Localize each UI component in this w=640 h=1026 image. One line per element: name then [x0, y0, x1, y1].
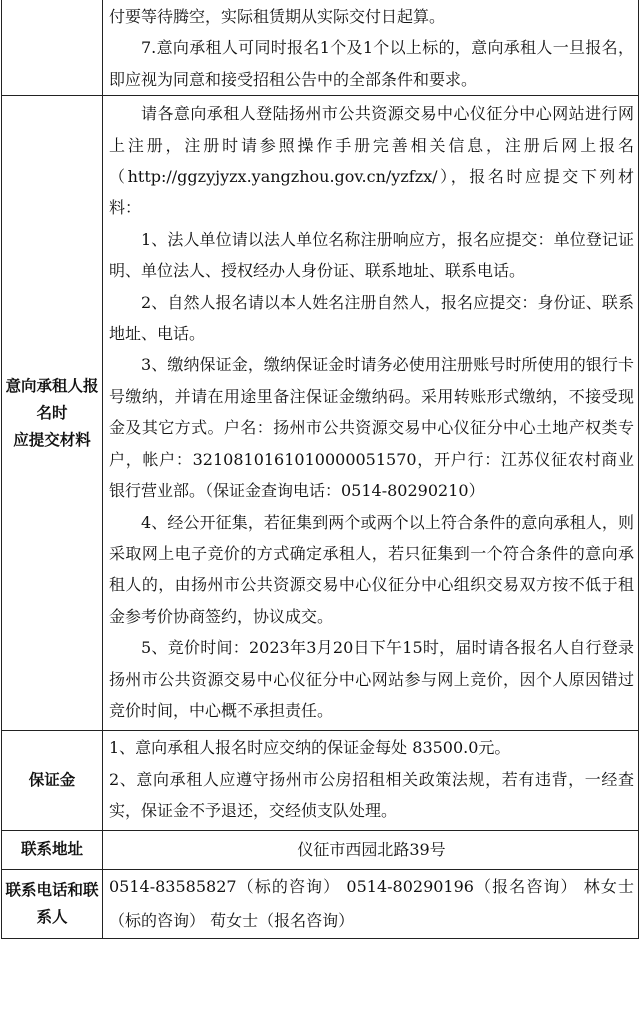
materials-content — [103, 96, 639, 731]
text-line: 付要等待腾空，实际租赁期从实际交付日起算。 — [109, 7, 446, 26]
paragraph: 5、竞价时间：2023年3月20日下午15时，届时请各报名人自行登录扬州市公共资源交易中心仪征分中心网站参与网上竞价，因个人原因错过竞价时间，中心概不承担责任。 — [109, 638, 634, 720]
deposit-content — [103, 731, 639, 830]
table-row — [2, 731, 639, 830]
row-content — [103, 0, 639, 96]
address-value: 仪征市西园北路39号 — [297, 839, 446, 859]
address-label: 联系地址 — [2, 830, 103, 869]
address-content — [103, 830, 639, 869]
text-line: 7.意向承租人可同时报名1个及1个以上标的，意向承租人一旦报名，即应视为同意和接受招租公告中的全部条件和要求。 — [109, 38, 634, 89]
label-line: 系人 — [36, 907, 68, 926]
label-line: 联系电话和联 — [5, 880, 99, 899]
paragraph: 1、意向承租人报名时应交纳的保证金每处 83500.0元。 — [109, 738, 511, 758]
contact-content — [103, 869, 639, 938]
contact-value: 0514-83585827（标的咨询） 0514-80290196（报名咨询） 林女士（标的咨询） 荀女士（报名咨询） — [109, 876, 634, 930]
label-line: 应提交材料 — [13, 430, 91, 449]
paragraph: 4、经公开征集，若征集到两个或两个以上符合条件的意向承租人，则采取网上电子竞价的方式确定承租人，若只征集到一个符合条件的意向承租人的，由扬州市公共资源交易中心仪征分中心组织交易双方按不低于租金参考价协商签约，协议成交。 — [109, 512, 634, 626]
table-row — [2, 0, 639, 96]
contact-label — [2, 869, 103, 938]
paragraph: 2、自然人报名请以本人姓名注册自然人，报名应提交：身份证、联系地址、电话。 — [109, 292, 634, 344]
table-row — [2, 869, 639, 938]
info-table — [1, 0, 639, 939]
label-line: 意向承租人报 — [5, 376, 99, 395]
paragraph: 请各意向承租人登陆扬州市公共资源交易中心仪征分中心网站进行网上注册，注册时请参照操作手册完善相关信息，注册后网上报名（http://ggzyjyzx.yangzhou.gov.cn/yzfzx/），报名时应提交下列材料： — [109, 104, 634, 218]
table-row — [2, 830, 639, 869]
paragraph: 1、法人单位请以法人单位名称注册响应方，报名应提交：单位登记证明、单位法人、授权经办人身份证、联系地址、联系电话。 — [109, 229, 634, 281]
materials-label — [2, 96, 103, 731]
row-label — [2, 0, 103, 96]
deposit-label: 保证金 — [2, 731, 103, 830]
paragraph: 3、缴纳保证金，缴纳保证金时请务必使用注册账号时所使用的银行卡号缴纳，并请在用途里备注保证金缴纳码。采用转账形式缴纳，不接受现金及其它方式。户名：扬州市公共资源交易中心仪征分中心土地产权类专户，帐户：32108101610100000515​70，开户行：江苏仪征农村商业银行营业部。（保证金查询电话：0514-80290210） — [109, 355, 634, 501]
label-line: 名时 — [36, 403, 68, 422]
paragraph: 2、意向承租人应遵守扬州市公房招租相关政策法规，若有违背，一经查实，保证金不予退还，交经侦支队处理。 — [109, 769, 634, 821]
table-row — [2, 96, 639, 731]
